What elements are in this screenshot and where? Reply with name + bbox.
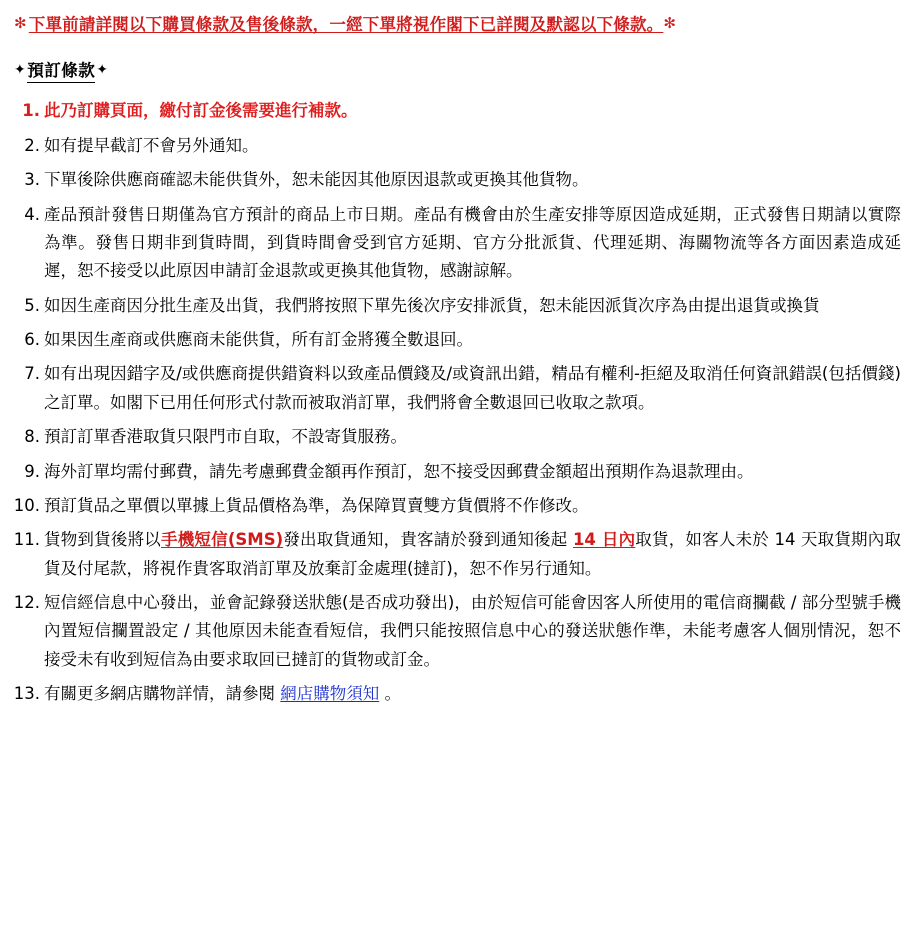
term-item [12,166,901,194]
diamond-icon-left: ✦ [14,62,27,79]
term-item [12,360,901,417]
term-text-run: 貨物到貨後將以 [44,530,161,550]
term-text: 下單後除供應商確認未能供貨外，恕未能因其他原因退款或更換其他貨物。 [44,170,589,190]
diamond-icon-right: ✦ [96,62,109,79]
term-text-run: 取貨，如客人未於 14 天取貨期內取貨及付尾款，將視作貴客取消訂單及放棄訂金處理(撻訂)，恕不作另行通知。 [44,530,901,578]
term-number: 9. [24,461,40,481]
term-item [12,326,901,354]
term-text: 海外訂單均需付郵費，請先考慮郵費金額再作預訂，恕不接受因郵費金額超出預期作為退款理由。 [44,461,754,481]
section-title: 預訂條款 [27,57,95,83]
term-text: 如有出現因錯字及/或供應商提供錯資料以致產品價錢及/或資訊出錯，精品有權利-拒絕及取消任何資訊錯誤(包括價錢) 之訂單。如閣下已用任何形式付款而被取消訂單，我們將會全數退回已收取之款項。 [44,364,901,412]
term-text: 如有提早截訂不會另外通知。 [44,135,259,155]
term-number: 10. [13,495,40,515]
term-number: 3. [24,170,40,190]
term-text: 預訂貨品之單價以單據上貨品價格為準，為保障買賣雙方貨價將不作修改。 [44,495,589,515]
emphasis-text: 14 日內 [572,530,636,550]
term-number: 5. [24,295,40,315]
term-item [12,423,901,451]
term-item [12,201,901,286]
term-text-run: 發出取貨通知，貴客請於發到通知後起 [283,530,573,550]
term-text: 產品預計發售日期僅為官方預計的商品上市日期。產品有機會由於生產安排等原因造成延期，正式發售日期請以實際為準。發售日期非到貨時間，到貨時間會受到官方延期、官方分批派貨、代理延期、海關物流等各方面因素造成延遲，恕不接受以此原因申請訂金退款或更換其他貨物，感謝諒解。 [44,204,901,281]
terms-list [12,97,901,708]
term-item [12,132,901,160]
term-number: 4. [24,204,40,224]
term-item [12,526,901,583]
term-text: 短信經信息中心發出，並會記錄發送狀態(是否成功發出)，由於短信可能會因客人所使用的電信商攔截 / 部分型號手機內置短信攔置設定 / 其他原因未能查看短信，我們只能按照信息中心的發送狀態作準，未能考慮客人個別情況，恕不接受未有收到短信為由要求取回已撻訂的貨物或訂金。 [44,593,901,669]
term-text-run: 有關更多網店購物詳情，請參閱 [44,684,281,704]
term-item [12,292,901,320]
emphasis-text: 手機短信(SMS) [161,530,284,550]
term-number: 12. [13,593,40,613]
term-number: 7. [24,364,40,384]
term-item [12,97,901,125]
term-text [44,526,901,583]
term-text: 如果因生產商或供應商未能供貨，所有訂金將獲全數退回。 [44,330,473,350]
term-item [12,492,901,520]
section-heading-preorder-terms [14,57,901,83]
term-text-run: 。 [379,684,401,704]
term-number: 11. [13,530,40,550]
term-item [12,589,901,674]
term-text: 此乃訂購頁面，繳付訂金後需要進行補款。 [44,101,358,121]
term-number: 1. [22,101,40,121]
term-item [12,680,901,708]
purchase-warning-banner [14,14,901,35]
term-number: 6. [24,330,40,350]
asterisk-star-icon-right: ✻ [663,14,677,32]
term-text: 如因生產商因分批生產及出貨，我們將按照下單先後次序安排派貨，恕未能因派貨次序為由提出退貨或換貨 [44,295,820,315]
shop-guide-link[interactable]: 網店購物須知 [280,684,380,704]
asterisk-star-icon-left: ✻ [14,14,27,32]
term-number: 2. [24,135,40,155]
term-item [12,458,901,486]
term-number: 8. [24,427,40,447]
term-text [44,680,901,708]
term-number: 13. [13,684,40,704]
term-text: 預訂訂單香港取貨只限門市自取，不設寄貨服務。 [44,427,407,447]
purchase-warning-text: 下單前請詳閱以下購買條款及售後條款，一經下單將視作閣下已詳閱及默認以下條款。 [28,15,664,34]
